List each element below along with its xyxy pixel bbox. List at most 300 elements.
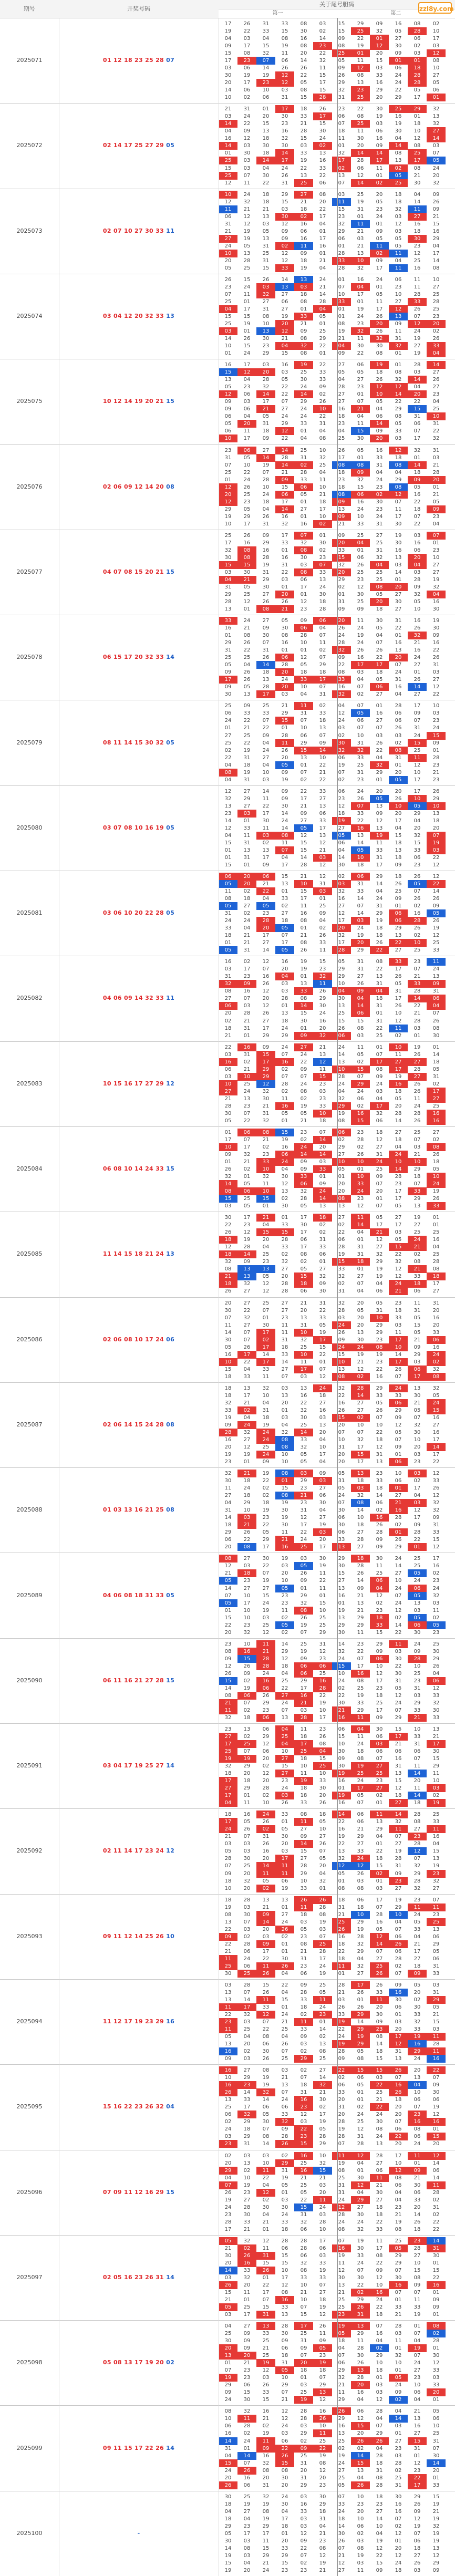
trend-cell: 26 — [413, 925, 421, 932]
trend-cell: 02 — [357, 2445, 364, 2451]
trend-cell: 25 — [300, 1641, 307, 1647]
trend-cell: 22 — [224, 1941, 232, 1947]
trend-cell: 12 — [432, 684, 440, 690]
trend-cell: 05 — [338, 58, 345, 64]
trend-cell: 02 — [237, 1406, 256, 1414]
trend-cell: 19 — [224, 28, 232, 35]
trend-cell: 27 — [338, 399, 345, 405]
trend-cell: 28 — [432, 298, 440, 305]
trend-cell: 02 — [262, 1793, 270, 1799]
trend-cell: 10 — [395, 291, 402, 297]
trend-cell: 32 — [395, 1819, 402, 1825]
trend-cell: 10 — [224, 521, 232, 527]
trend-cell: 01 — [357, 1237, 364, 1243]
blue-ball: 05 — [164, 1591, 175, 1599]
trend-cell: 02 — [300, 777, 307, 783]
trend-cell: 01 — [395, 2430, 402, 2437]
trend-cell: 10 — [262, 484, 270, 490]
trend-cell: 27 — [357, 1544, 364, 1550]
trend-cell: 04 — [319, 625, 326, 632]
trend-cell: 19 — [338, 1110, 345, 1116]
trend-cell: 32 — [256, 291, 275, 298]
trend-cell: 15 — [281, 484, 288, 490]
trend-cell: 16 — [413, 221, 421, 227]
trend-cell: 30 — [281, 1174, 288, 1180]
trend-cell: 02 — [332, 164, 351, 172]
trend-cell: 23 — [376, 1359, 383, 1365]
trend-cell: 05 — [408, 1592, 427, 1600]
trend-cell: 19 — [243, 1685, 251, 1691]
trend-cell: 30 — [281, 1834, 288, 1840]
trend-cell: 19 — [219, 2374, 237, 2382]
period-label: 2025094 — [16, 2018, 43, 2025]
trend-cell: 12 — [376, 2274, 383, 2281]
trend-cell: 30 — [395, 521, 402, 527]
trend-cell: 12 — [351, 64, 370, 72]
trend-cell: 20 — [224, 2260, 232, 2266]
trend-cell: 09 — [300, 1166, 307, 1173]
trend-cell: 21 — [300, 933, 307, 939]
trend-cell: 08 — [300, 43, 307, 49]
trend-cell: 26 — [376, 314, 383, 320]
trend-cell: 21 — [262, 1136, 270, 1143]
trend-cell: 05 — [389, 172, 408, 180]
trend-cell: 01 — [357, 2167, 364, 2174]
red-balls: 10 12 14 19 20 21 — [102, 398, 164, 405]
trend-cell: 26 — [413, 1088, 421, 1094]
trend-cell: 12 — [243, 1444, 251, 1451]
trend-cell: 22 — [262, 2026, 270, 2033]
trend-cell: 19 — [338, 2160, 345, 2166]
trend-cell: 17 — [319, 1714, 326, 1721]
trend-cell: 13 — [338, 1003, 345, 1009]
red-balls: 02 11 14 17 23 24 — [102, 1847, 164, 1855]
trend-cell: 31 — [262, 2482, 270, 2488]
trend-cell: 27 — [376, 718, 383, 724]
trend-cell: 10 — [413, 769, 421, 775]
trend-cell: 23 — [281, 1592, 288, 1599]
trend-cell: 09 — [281, 769, 288, 775]
trend-cell: 10 — [413, 128, 421, 135]
red-balls: 07 09 11 12 16 29 — [102, 2188, 164, 2196]
trend-cell: 23 — [351, 86, 370, 94]
trend-cell: 19 — [319, 2267, 326, 2273]
trend-cell: 13 — [237, 1273, 256, 1280]
trend-cell: 19 — [262, 73, 270, 79]
trend-cell: 07 — [413, 2353, 421, 2359]
trend-cell: 18 — [376, 2049, 383, 2055]
trend-cell: 01 — [432, 1215, 440, 1221]
trend-cell: 18 — [319, 2367, 326, 2374]
trend-cell: 07 — [413, 2104, 421, 2111]
trend-cell: 08 — [262, 2034, 270, 2040]
trend-cell: 05 — [370, 795, 389, 803]
period-label: 2025099 — [16, 2444, 43, 2451]
trend-cell: 30 — [376, 1726, 383, 1732]
trend-cell: 26 — [319, 2323, 326, 2330]
trend-cell: 15 — [357, 484, 364, 490]
period-label: 2025089 — [16, 1591, 43, 1599]
trend-cell: 01 — [432, 747, 440, 753]
trend-cell: 24 — [300, 1051, 307, 1058]
trend-cell: 29 — [376, 1322, 383, 1328]
trend-cell: 01 — [413, 2323, 421, 2330]
trend-cell: 18 — [370, 1614, 389, 1622]
trend-cell: 17 — [319, 213, 326, 220]
trend-cell: 28 — [357, 1933, 364, 1940]
trend-cell: 32 — [300, 1444, 307, 1451]
trend-cell: 27 — [224, 732, 232, 739]
trend-cell: 16 — [300, 36, 307, 42]
trend-cell: 17 — [395, 1196, 402, 1202]
trend-cell: 25 — [319, 328, 326, 335]
trend-cell: 30 — [338, 1700, 345, 1706]
trend-cell: 05 — [376, 399, 383, 405]
trend-cell: 09 — [338, 606, 345, 613]
trend-cell: 10 — [219, 434, 237, 442]
trend-cell: 01 — [300, 762, 307, 768]
trend-cell: 17 — [413, 1515, 421, 1521]
trend-cell: 12 — [319, 874, 326, 880]
trend-cell: 12 — [275, 71, 294, 79]
trend-cell: 14 — [338, 1641, 345, 1647]
trend-cell: 09 — [376, 810, 383, 816]
trend-cell: 05 — [275, 1621, 294, 1629]
trend-cell: 18 — [224, 1897, 232, 1903]
trend-cell: 08 — [389, 747, 408, 754]
trend-cell: 18 — [427, 1273, 446, 1280]
trend-cell: 31 — [243, 1051, 251, 1058]
trend-cell: 04 — [281, 1166, 288, 1173]
trend-cell: 24 — [357, 640, 364, 646]
trend-cell: 23 — [313, 2011, 332, 2019]
trend-cell: 14 — [294, 1002, 313, 1010]
trend-cell: 33 — [281, 1812, 288, 1818]
trend-cell: 32 — [243, 2274, 251, 2281]
trend-cell: 01 — [338, 314, 345, 320]
trend-cell: 08 — [300, 1941, 307, 1947]
trend-cell: 23 — [376, 1685, 383, 1691]
trend-cell: 10 — [413, 2260, 421, 2266]
trend-cell: 24 — [370, 1158, 389, 1166]
trend-cell: 22 — [376, 2260, 383, 2266]
trend-cell: 18 — [432, 1159, 440, 1165]
trend-cell: 05 — [395, 1203, 402, 1209]
trend-cell: 08 — [224, 988, 232, 995]
trend-cell: 33 — [300, 477, 307, 483]
trend-cell: 04 — [432, 521, 440, 527]
trend-cell: 29 — [413, 1351, 421, 1358]
trend-cell: 03 — [300, 1556, 307, 1562]
trend-cell: 02 — [413, 1996, 421, 2003]
trend-cell: 21 — [395, 2312, 402, 2318]
trend-cell: 30 — [243, 2211, 251, 2218]
trend-cell: 01 — [395, 633, 402, 639]
trend-cell: 05 — [224, 421, 232, 427]
trend-cell: 19 — [300, 158, 307, 164]
trend-cell: 10 — [332, 1358, 351, 1366]
trend-cell: 12 — [224, 199, 232, 205]
trend-cell: 26 — [432, 896, 440, 902]
red-balls: 03 04 17 19 25 27 — [102, 1762, 164, 1770]
trend-cell: 07 — [300, 1073, 307, 1080]
trend-cell: 13 — [300, 172, 307, 179]
trend-cell: 08 — [275, 1443, 294, 1451]
trend-cell: 29 — [243, 795, 251, 802]
trend-cell: 04 — [427, 1002, 446, 1010]
trend-cell: 13 — [243, 1385, 251, 1391]
trend-cell: 22 — [319, 777, 326, 783]
trend-cell: 33 — [357, 2252, 364, 2259]
trend-cell: 27 — [243, 1300, 251, 1306]
trend-cell: 04 — [224, 2175, 232, 2181]
trend-cell: 26 — [413, 625, 421, 632]
trend-cell: 08 — [395, 369, 402, 376]
trend-cell: 11 — [389, 1825, 408, 1833]
trend-cell: 27 — [219, 1088, 237, 1095]
trend-cell: 12 — [332, 2203, 351, 2211]
trend-cell: 12 — [376, 1444, 383, 1451]
trend-cell: 06 — [243, 406, 251, 412]
trend-cell: 17 — [262, 2289, 270, 2295]
trend-cell: 09 — [432, 2567, 440, 2573]
trend-cell: 25 — [262, 703, 270, 709]
trend-cell: 22 — [319, 172, 326, 179]
trend-cell: 04 — [395, 1144, 402, 1150]
trend-cell: 28 — [376, 2153, 383, 2159]
trend-cell: 03 — [243, 2538, 251, 2544]
trend-cell: 24 — [395, 669, 402, 676]
trend-cell: 05 — [376, 677, 383, 683]
trend-cell: 13 — [351, 2322, 370, 2330]
trend-cell: 01 — [281, 1003, 288, 1009]
trend-cell: 01 — [432, 2260, 440, 2266]
trend-cell: 23 — [338, 421, 345, 427]
trend-cell: 26 — [224, 276, 232, 283]
trend-cell: 15 — [427, 2133, 446, 2140]
trend-cell: 14 — [224, 1685, 232, 1691]
trend-cell: 15 — [243, 343, 251, 349]
trend-cell: 22 — [319, 343, 326, 349]
trend-cell: 01 — [413, 2453, 421, 2459]
trend-cell: 12 — [370, 42, 389, 50]
trend-cell: 18 — [338, 1941, 345, 1947]
trend-cell: 31 — [262, 21, 270, 27]
trend-cell: 22 — [281, 384, 288, 390]
trend-cell: 06 — [319, 1251, 326, 1258]
trend-cell: 22 — [376, 1848, 383, 1855]
trend-cell: 03 — [262, 1615, 270, 1621]
trend-cell: 29 — [319, 336, 326, 342]
trend-cell: 21 — [413, 1400, 421, 1406]
trend-cell: 07 — [262, 718, 270, 724]
trend-cell: 33 — [313, 1165, 332, 1173]
trend-cell: 17 — [319, 1452, 326, 1458]
trend-cell: 08 — [370, 583, 389, 591]
trend-cell: 33 — [332, 257, 351, 265]
trend-cell: 03 — [256, 832, 275, 840]
trend-cell: 01 — [224, 633, 232, 639]
trend-cell: 06 — [256, 873, 275, 881]
trend-cell: 29 — [376, 2353, 383, 2359]
trend-cell: 32 — [413, 1863, 421, 1869]
trend-cell: 22 — [262, 2175, 270, 2181]
trend-cell: 04 — [413, 384, 421, 390]
trend-cell: 29 — [332, 1102, 351, 1110]
trend-cell: 13 — [389, 313, 408, 320]
trend-cell: 23 — [413, 2467, 421, 2474]
trend-cell: 15 — [300, 888, 307, 895]
trend-cell: 11 — [413, 2297, 421, 2303]
trend-cell: 18 — [300, 291, 307, 297]
trend-cell: 15 — [281, 2560, 288, 2566]
trend-cell: 26 — [262, 1841, 270, 1847]
trend-cell: 21 — [262, 1904, 270, 1910]
trend-cell: 16 — [376, 2331, 383, 2337]
trend-cell: 23 — [395, 1181, 402, 1187]
trend-cell: 33 — [281, 1244, 288, 1250]
trend-cell: 14 — [275, 505, 294, 513]
trend-cell: 06 — [256, 1714, 275, 1722]
trend-cell: 07 — [313, 561, 332, 569]
trend-cell: 16 — [376, 136, 383, 142]
trend-cell: 25 — [224, 740, 232, 746]
trend-cell: 26 — [243, 336, 251, 342]
trend-cell: 24 — [357, 788, 364, 794]
trend-cell: 08 — [319, 2049, 326, 2055]
trend-cell: 21 — [224, 2297, 232, 2303]
trend-cell: 20 — [413, 1778, 421, 1784]
trend-cell: 27 — [432, 562, 440, 568]
trend-cell: 27 — [281, 1266, 288, 1273]
trend-cell: 05 — [294, 824, 313, 832]
trend-cell: 19 — [376, 2538, 383, 2544]
trend-cell: 13 — [332, 1543, 351, 1551]
trend-cell: 04 — [413, 818, 421, 824]
trend-cell: 12 — [376, 1670, 383, 1677]
blue-ball: 15 — [164, 1165, 175, 1173]
trend-cell: 11 — [389, 1025, 408, 1032]
trend-cell: 12 — [243, 1229, 251, 1236]
trend-cell: 02 — [395, 740, 402, 746]
trend-cell: 28 — [357, 158, 364, 164]
trend-cell: 30 — [413, 2182, 421, 2188]
trend-cell: 04 — [357, 413, 364, 420]
trend-cell: 05 — [395, 1095, 402, 1102]
trend-cell: 24 — [281, 2423, 288, 2429]
trend-cell: 06 — [432, 2097, 440, 2103]
trend-cell: 30 — [319, 1288, 326, 1295]
trend-cell: 17 — [370, 661, 389, 669]
trend-cell: 20 — [300, 2467, 307, 2474]
trend-cell: 24 — [243, 1088, 251, 1094]
draw-numbers — [59, 2189, 219, 2196]
trend-cell: 27 — [432, 284, 440, 290]
trend-cell: 03 — [313, 854, 332, 862]
trend-cell: 18 — [219, 1236, 237, 1244]
period-label: 2025071 — [16, 57, 43, 64]
trend-cell: 06 — [319, 180, 326, 186]
trend-cell: 24 — [376, 513, 383, 520]
trend-cell: 24 — [313, 1187, 332, 1195]
trend-cell: 12 — [237, 368, 256, 376]
trend-cell: 23 — [262, 343, 270, 349]
trend-cell: 18 — [376, 2211, 383, 2218]
trend-cell: 19 — [351, 2033, 370, 2041]
trend-cell: 04 — [413, 2397, 421, 2403]
trend-cell: 19 — [432, 2516, 440, 2522]
trend-cell: 20 — [281, 1274, 288, 1280]
trend-cell: 05 — [243, 506, 251, 512]
period-label: 2025081 — [16, 909, 43, 917]
trend-cell: 14 — [294, 390, 313, 398]
trend-cell: 11 — [370, 1996, 389, 2004]
trend-cell: 09 — [281, 795, 288, 802]
trend-cell: 33 — [338, 2089, 345, 2096]
trend-cell: 25 — [224, 298, 232, 305]
trend-cell: 26 — [262, 1819, 270, 1825]
trend-cell: 26 — [275, 1962, 294, 1970]
trend-cell: 06 — [370, 1655, 389, 1663]
trend-cell: 28 — [395, 703, 402, 709]
trend-cell: 30 — [432, 1032, 440, 1039]
trend-cell: 17 — [319, 506, 326, 512]
trend-cell: 24 — [281, 2097, 288, 2103]
trend-cell: 08 — [300, 298, 307, 305]
trend-cell: 31 — [338, 2104, 345, 2111]
trend-cell: 01 — [432, 2126, 440, 2133]
red-balls: 02 06 14 15 24 28 — [102, 1421, 164, 1428]
trend-cell: 11 — [338, 2389, 345, 2396]
trend-cell: 22 — [262, 1478, 270, 1484]
trend-cell: 29 — [262, 1032, 270, 1039]
trend-cell: 33 — [432, 1329, 440, 1336]
trend-cell: 18 — [413, 2545, 421, 2551]
trend-cell: 13 — [351, 2366, 370, 2374]
trend-cell: 15 — [294, 2140, 313, 2148]
trend-cell: 19 — [224, 2552, 232, 2559]
trend-cell: 22 — [338, 1229, 345, 1236]
trend-cell: 26 — [281, 747, 288, 753]
trend-cell: 20 — [413, 825, 421, 831]
trend-cell: 21 — [281, 703, 288, 709]
trend-cell: 21 — [319, 284, 326, 290]
blue-ball: - — [137, 2529, 140, 2537]
trend-cell: 03 — [224, 1073, 232, 1080]
trend-cell: 14 — [281, 810, 288, 816]
trend-cell: 05 — [395, 243, 402, 249]
trend-cell: 32 — [413, 592, 421, 598]
trend-cell: 21 — [432, 213, 440, 220]
trend-cell: 07 — [338, 1500, 345, 1506]
trend-cell: 15 — [281, 350, 288, 357]
trend-cell: 25 — [357, 599, 364, 605]
trend-cell: 04 — [243, 925, 251, 932]
trend-cell: 26 — [262, 1010, 270, 1017]
trend-cell: 23 — [237, 2081, 256, 2089]
trend-cell: 06 — [395, 65, 402, 71]
trend-cell: 15 — [376, 1629, 383, 1636]
trend-cell: 05 — [432, 1392, 440, 1399]
trend-cell: 26 — [376, 1982, 383, 1988]
trend-cell: 05 — [432, 1066, 440, 1072]
trend-cell: 18 — [300, 1911, 307, 1918]
period-label: 2025073 — [16, 227, 43, 234]
trend-cell: 04 — [427, 349, 446, 357]
trend-cell: 15 — [370, 2066, 389, 2074]
trend-cell: 24 — [376, 2134, 383, 2140]
trend-cell: 07 — [338, 284, 345, 290]
